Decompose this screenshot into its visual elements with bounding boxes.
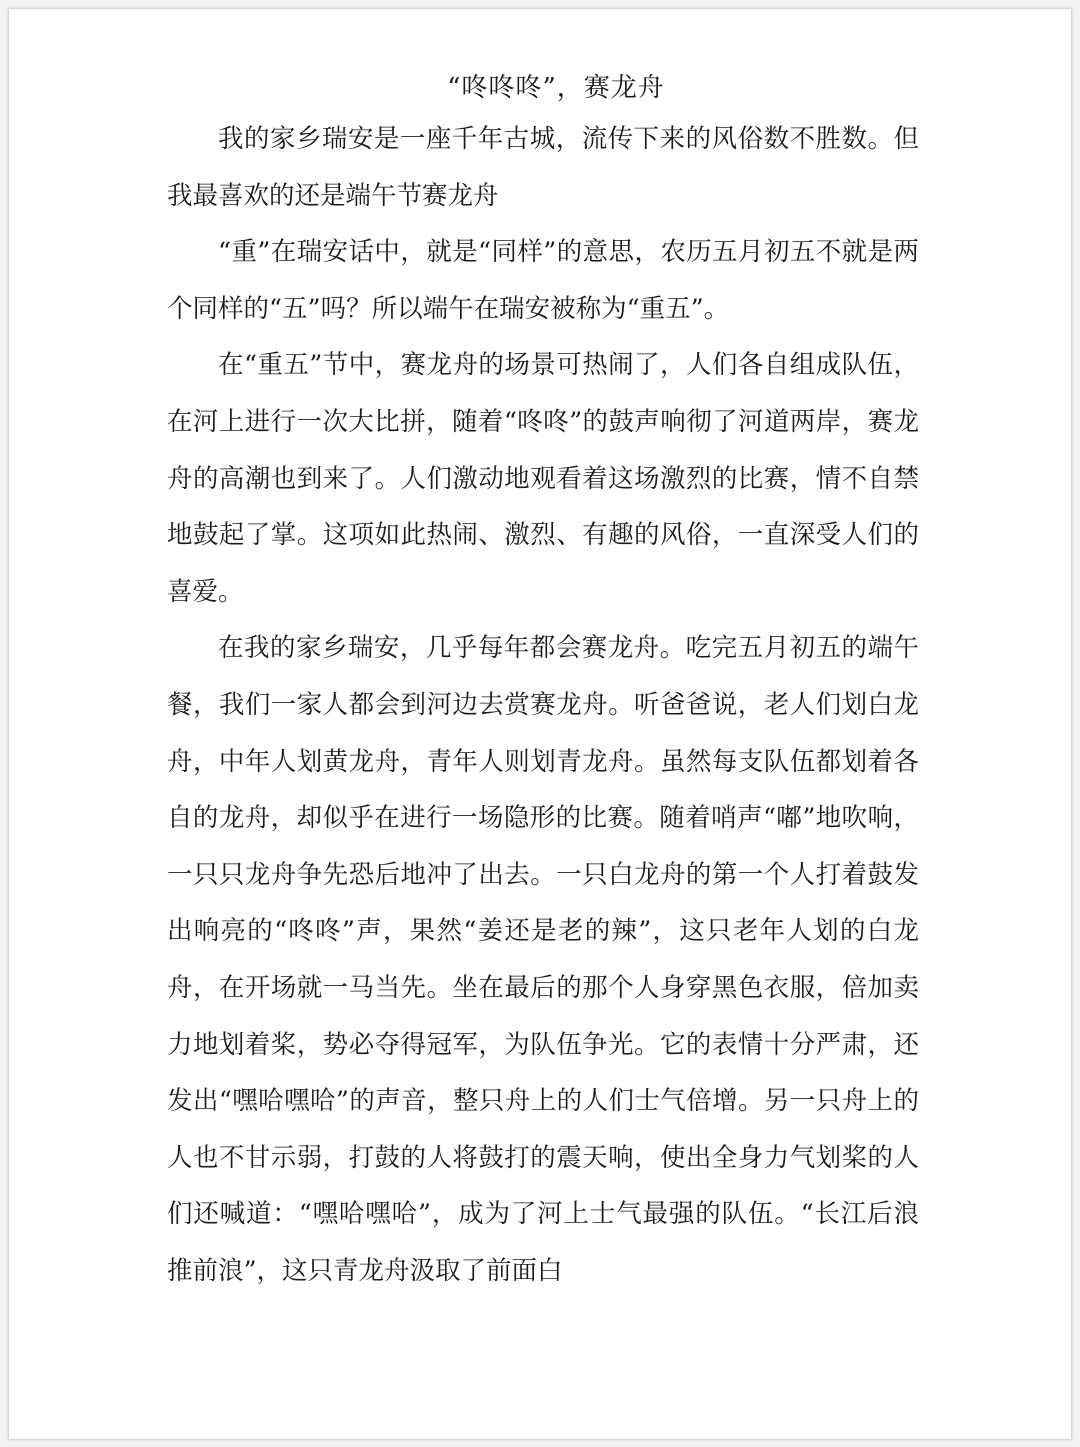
paragraph-intro: 我的家乡瑞安是一座千年古城，流传下来的风俗数不胜数。但我最喜欢的还是端午节赛龙舟 — [167, 124, 919, 211]
paragraph-chongwu-meaning: “重”在瑞安话中，就是“同样”的意思，农历五月初五不就是两个同样的“五”吗？所以端午在瑞安被称为“重五”。 — [167, 237, 919, 324]
document-title: “咚咚咚”，赛龙舟 — [447, 73, 665, 103]
paragraph-race-description: 在我的家乡瑞安，几乎每年都会赛龙舟。吃完五月初五的端午餐，我们一家人都会到河边去赏赛龙舟。听爸爸说，老人们划白龙舟，中年人划黄龙舟，青年人则划青龙舟。虽然每支队伍都划着各自的龙舟，却似乎在进行一场隐形的比赛。随着哨声“嘟”地吹响，一只只龙舟争先恐后地冲了出去。一只白龙舟的第一个人打着鼓发出响亮的“咚咚”声，果然“姜还是老的辣”，这只老年人划的白龙舟，在开场就一马当先。坐在最后的那个人身穿黑色衣服，倍加卖力地划着桨，势必夺得冠军，为队伍争光。它的表情十分严肃，还发出“嘿哈嘿哈”的声音，整只舟上的人们士气倍增。另一只舟上的人也不甘示弱，打鼓的人将鼓打的震天响，使出全身力气划桨的人们还喊道：“嘿哈嘿哈”，成为了河上士气最强的队伍。“长江后浪推前浪”，这只青龙舟汲取了前面白 — [167, 633, 919, 1286]
paragraph-festival-scene: 在“重五”节中，赛龙舟的场景可热闹了，人们各自组成队伍，在河上进行一次大比拼，随着“咚咚”的鼓声响彻了河道两岸，赛龙舟的高潮也到来了。人们激动地观看着这场激烈的比赛，情不自禁地鼓起了掌。这项如此热闹、激烈、有趣的风俗，一直深受人们的喜爱。 — [167, 350, 919, 607]
document-page — [8, 8, 1072, 1440]
document-body — [167, 65, 919, 1299]
